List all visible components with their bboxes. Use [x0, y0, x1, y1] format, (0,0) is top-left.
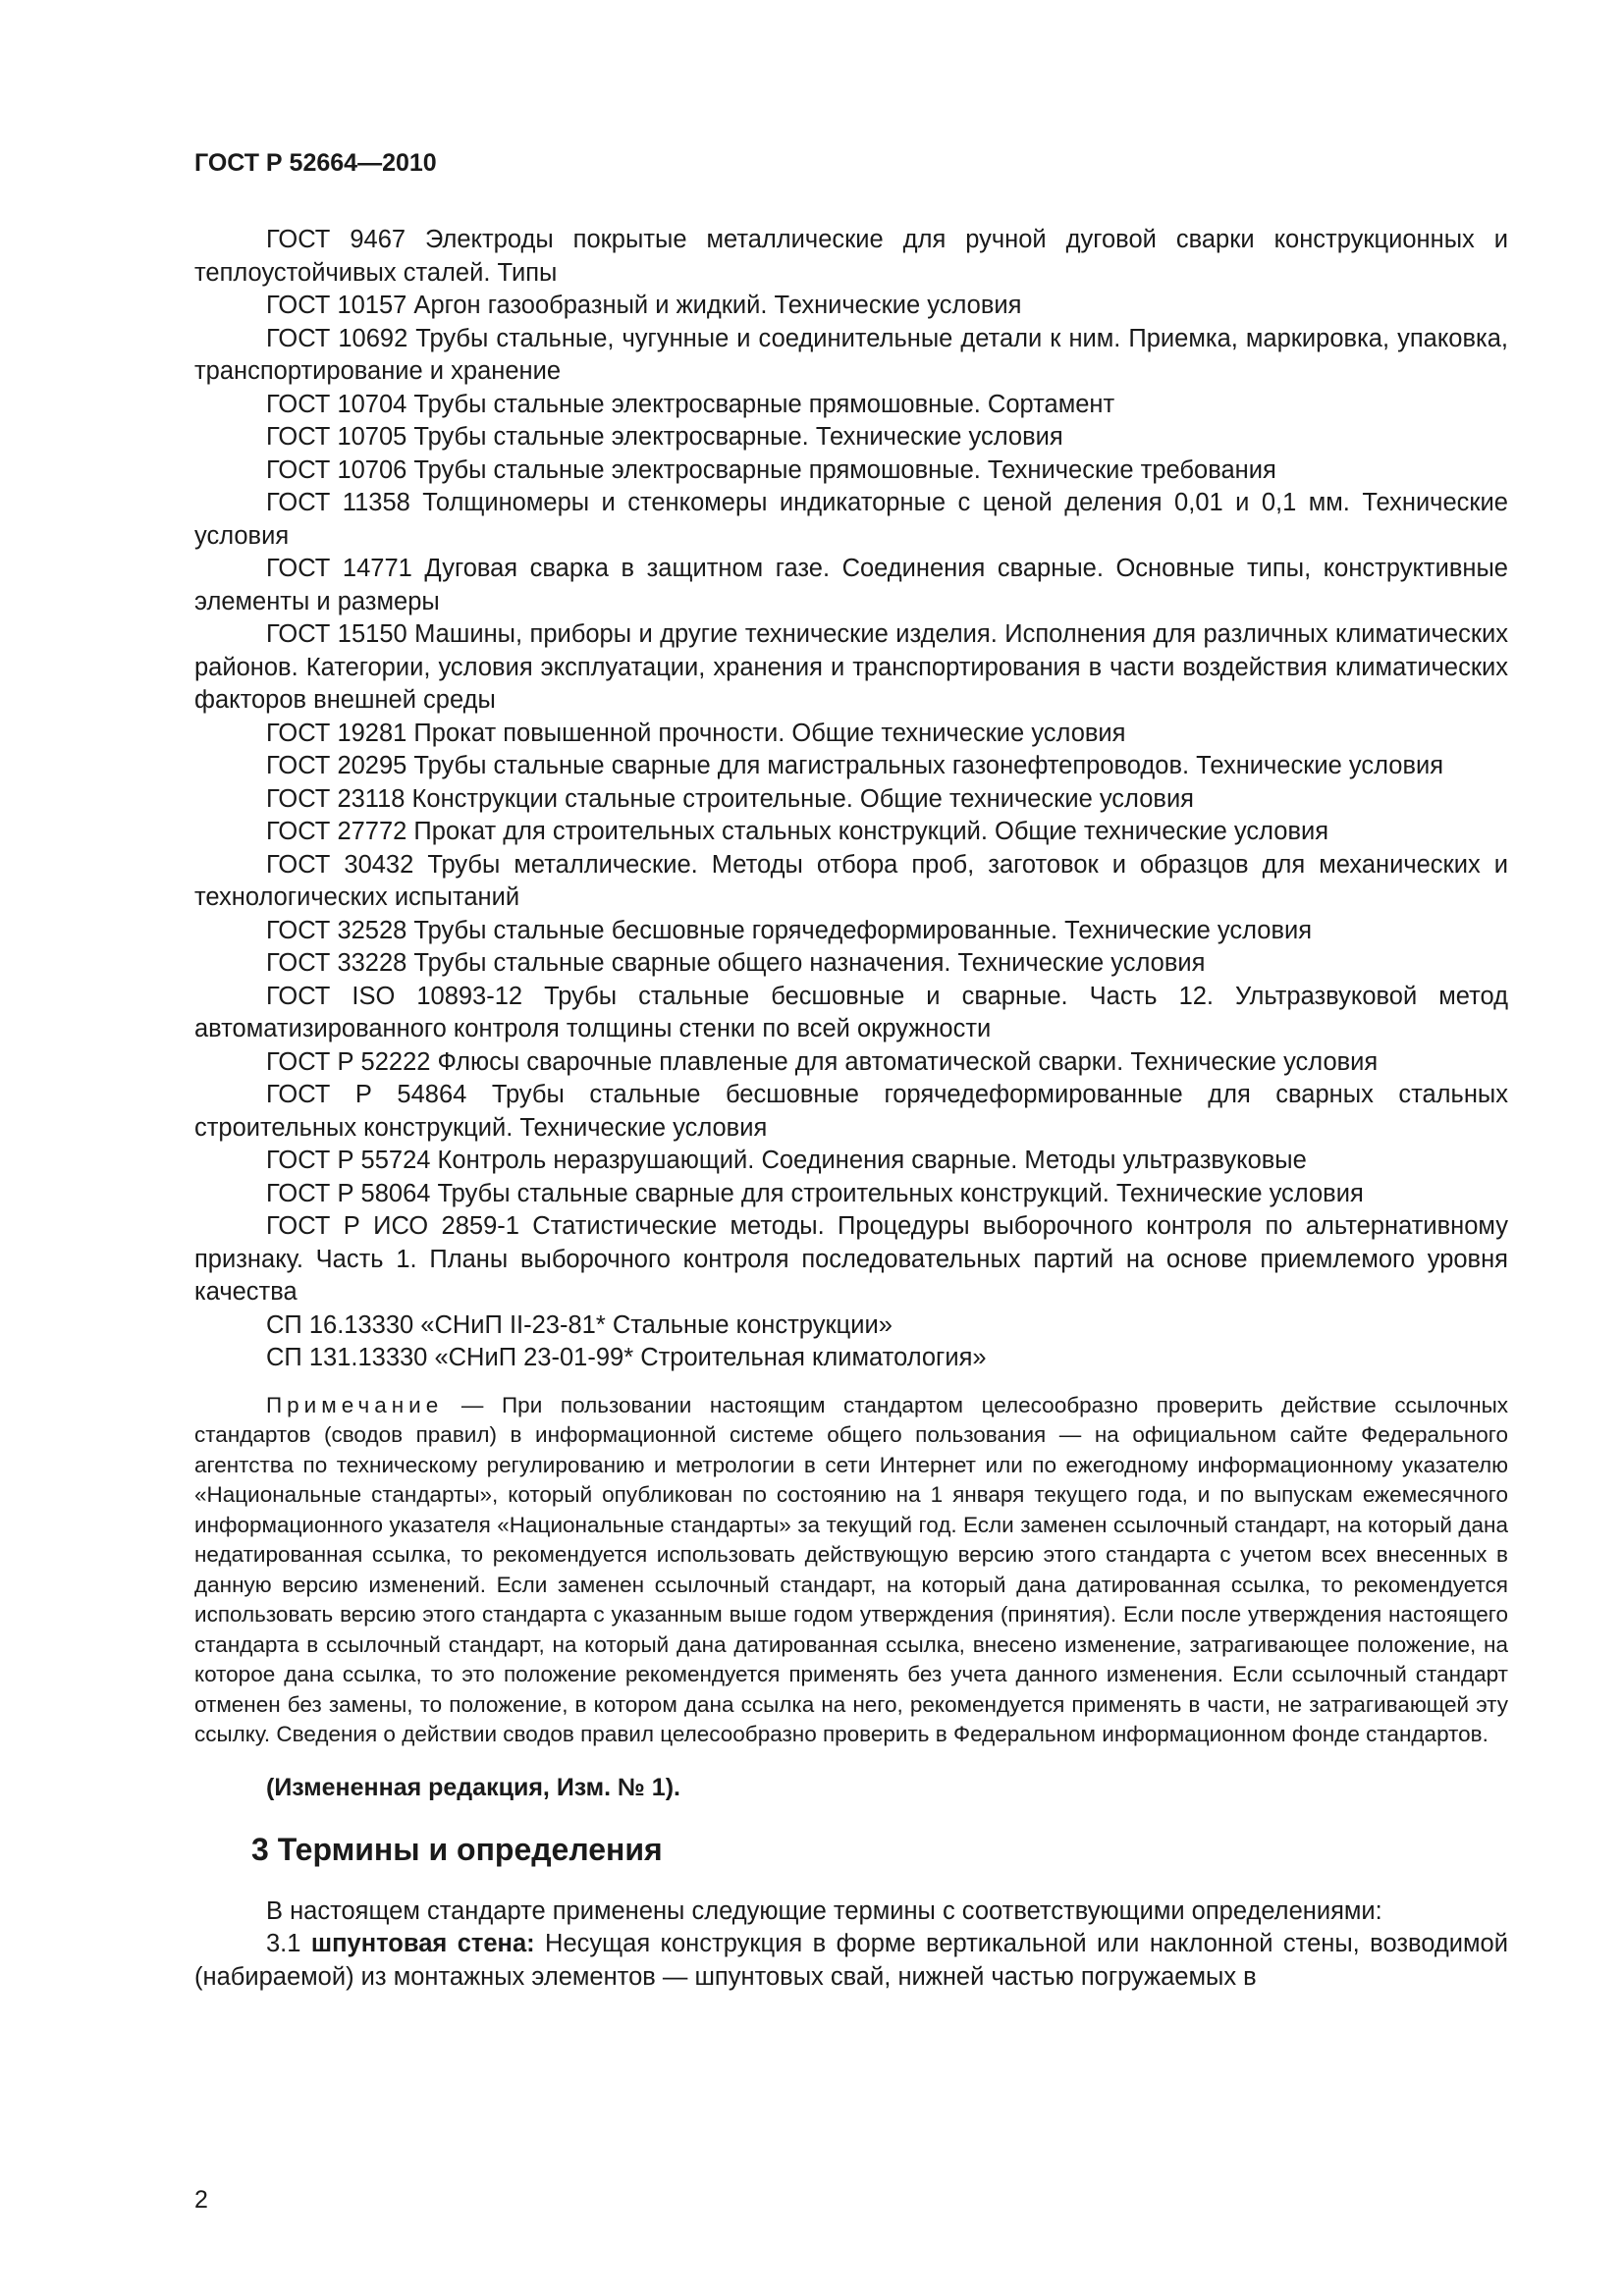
reference-list: [194, 224, 1508, 1375]
reference-item: ГОСТ 30432 Трубы металлические. Методы отбора проб, заготовок и образцов для механических и технологических испытаний: [194, 850, 1508, 911]
reference-item: ГОСТ Р 55724 Контроль неразрушающий. Соединения сварные. Методы ультразвуковые: [266, 1147, 1307, 1174]
section-title: 3 Термины и определения: [251, 1831, 663, 1867]
reference-item: ГОСТ 23118 Конструкции стальные строительные. Общие технические условия: [266, 784, 1194, 813]
reference-item: ГОСТ 14771 Дуговая сварка в защитном газе. Соединения сварные. Основные типы, конструктивные элементы и размеры: [194, 555, 1508, 615]
page-number: 2: [194, 2186, 208, 2214]
reference-item: ГОСТ Р 58064 Трубы стальные сварные для строительных конструкций. Технические условия: [266, 1179, 1364, 1207]
reference-item: ГОСТ 27772 Прокат для строительных стальных конструкций. Общие технические условия: [266, 818, 1329, 845]
reference-item: ГОСТ Р 52222 Флюсы сварочные плавленые для автоматической сварки. Технические условия: [266, 1047, 1379, 1076]
reference-item: ГОСТ 10157 Аргон газообразный и жидкий. Технические условия: [266, 292, 1022, 319]
reference-item: ГОСТ Р 54864 Трубы стальные бесшовные горячедеформированные для сварных стальных строительных конструкций. Технические условия: [194, 1081, 1508, 1142]
reference-item: ГОСТ 33228 Трубы стальные сварные общего назначения. Технические условия: [266, 949, 1206, 977]
term-text: Несущая конструкция в форме вертикальной или наклонной стены, возводимой (набираемой) из монтажных элементов — шпунтовых свай, нижней частью погружаемых в: [194, 1930, 1508, 1991]
note-paragraph: [194, 1391, 1508, 1750]
note-label: Примечание: [266, 1392, 444, 1417]
reference-item: СП 131.13330 «СНиП 23-01-99* Строительная климатология»: [266, 1344, 987, 1371]
reference-item: ГОСТ 20295 Трубы стальные сварные для магистральных газонефтепроводов. Технические условия: [266, 752, 1444, 779]
reference-item: ГОСТ 11358 Толщиномеры и стенкомеры индикаторные с ценой деления 0,01 и 0,1 мм. Технические условия: [194, 489, 1508, 550]
reference-item: ГОСТ 10704 Трубы стальные электросварные прямошовные. Сортамент: [266, 390, 1115, 418]
reference-item: ГОСТ 19281 Прокат повышенной прочности. Общие технические условия: [266, 719, 1126, 747]
term-number: 3.1: [266, 1930, 301, 1957]
reference-item: ГОСТ 32528 Трубы стальные бесшовные горячедеформированные. Технические условия: [266, 916, 1313, 944]
edition-mark: (Измененная редакция, Изм. № 1).: [266, 1773, 680, 1801]
reference-item: СП 16.13330 «СНиП II-23-81* Стальные конструкции»: [266, 1310, 893, 1339]
reference-item: ГОСТ 10692 Трубы стальные, чугунные и соединительные детали к ним. Приемка, маркировка, упаковка, транспортирование и хранение: [194, 324, 1508, 385]
page-header: ГОСТ Р 52664—2010: [194, 149, 437, 177]
reference-item: ГОСТ 15150 Машины, приборы и другие технические изделия. Исполнения для различных климатических районов. Категории, условия эксплуатации, хранения и транспортирования в части воздействия климатических факторов внешней среды: [194, 620, 1508, 714]
reference-item: ГОСТ 9467 Электроды покрытые металлические для ручной дуговой сварки конструкционных и теплоустойчивых сталей. Типы: [194, 226, 1508, 287]
reference-item: ГОСТ ISO 10893-12 Трубы стальные бесшовные и сварные. Часть 12. Ультразвуковой метод автоматизированного контроля толщины стенки по всей окружности: [194, 982, 1508, 1042]
term-name: шпунтовая стена:: [310, 1930, 535, 1957]
note-text: — При пользовании настоящим стандартом целесообразно проверить действие ссылочных стандартов (сводов правил) в информационной системе общего пользования — на официальном сайте Федерального агентства по техническому регулированию и метрологии в сети Интернет или по ежегодному информационному указателю «Национальные стандарты», который опубликован по состоянию на 1 января текущего года, и по выпускам ежемесячного информационного указателя «Национальные стандарты» за текущий год. Если заменен ссылочный стандарт, на который дана недатированная ссылка, то рекомендуется использовать действующую версию этого стандарта с учетом всех внесенных в данную версию изменений. Если заменен ссылочный стандарт, на который дана датированная ссылка, то рекомендуется использовать версию этого стандарта с указанным выше годом утверждения (принятия). Если после утверждения настоящего стандарта в ссылочный стандарт, на который дана датированная ссылка, внесено изменение, затрагивающее положение, на которое дана ссылка, то это положение рекомендуется применять без учета данного изменения. Если ссылочный стандарт отменен без замены, то положение, в котором дана ссылка на него, рекомендуется применять в части, не затрагивающей эту ссылку. Сведения о действии сводов правил целесообразно проверить в Федеральном информационном фонде стандартов.: [194, 1392, 1508, 1746]
reference-item: ГОСТ 10705 Трубы стальные электросварные. Технические условия: [266, 423, 1063, 451]
term-definition: [194, 1928, 1508, 1994]
reference-item: ГОСТ Р ИСО 2859-1 Статистические методы. Процедуры выборочного контроля по альтернативному признаку. Часть 1. Планы выборочного контроля последовательных партий на основе приемлемого уровня качества: [194, 1212, 1508, 1306]
document-body: [194, 224, 1508, 1994]
section-intro: В настоящем стандарте применены следующие термины с соответствующими определениями:: [266, 1896, 1382, 1925]
reference-item: ГОСТ 10706 Трубы стальные электросварные прямошовные. Технические требования: [266, 455, 1276, 484]
